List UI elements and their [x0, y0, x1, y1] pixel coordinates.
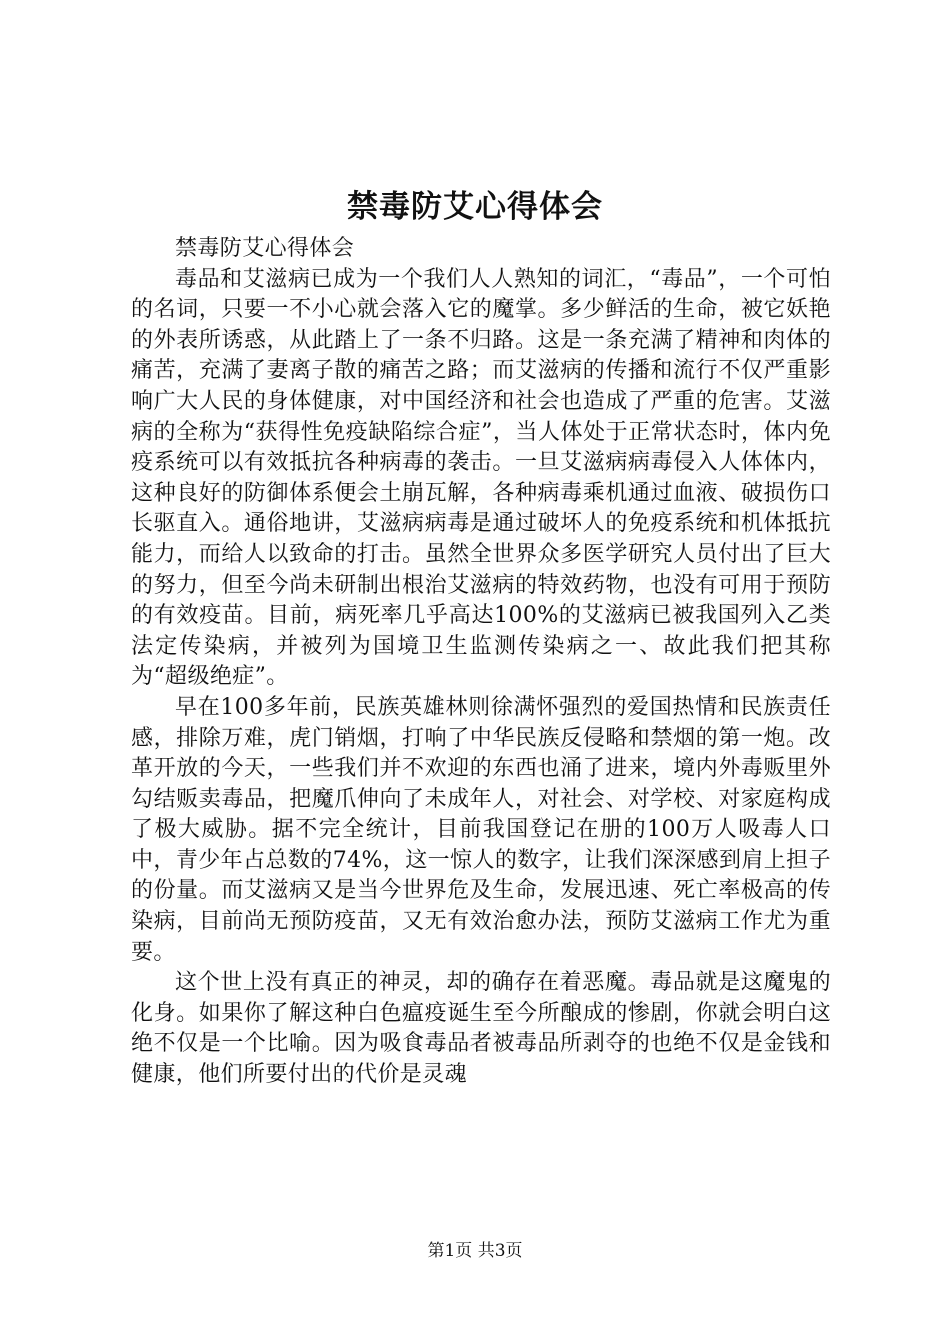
paragraph-subtitle: 禁毒防艾心得体会	[175, 236, 355, 261]
document-title: 禁毒防艾心得体会	[347, 189, 603, 225]
document-body	[131, 234, 831, 1091]
paragraph-1: 毒品和艾滋病已成为一个我们人人熟知的词汇，“毒品”，一个可怕的名词，只要一不小心就会落入它的魔掌。多少鲜活的生命，被它妖艳的外表所诱惑，从此踏上了一条不归路。这是一条充满了精神和肉体的痛苦，充满了妻离子散的痛苦之路；而艾滋病的传播和流行不仅严重影响广大人民的身体健康，对中国经济和社会也造成了严重的危害。艾滋病的全称为“获得性免疫缺陷综合症”，当人体处于正常状态时，体内免疫系统可以有效抵抗各种病毒的袭击。一旦艾滋病病毒侵入人体体内，这种良好的防御体系便会土崩瓦解，各种病毒乘机通过血液、破损伤口长驱直入。通俗地讲，艾滋病病毒是通过破坏人的免疫系统和机体抵抗能力，而给人以致命的打击。虽然全世界众多医学研究人员付出了巨大的努力，但至今尚未研制出根治艾滋病的特效药物，也没有可用于预防的有效疫苗。目前，病死率几乎高达100%的艾滋病已被我国列入乙类法定传染病，并被列为国境卫生监测传染病之一、故此我们把其称为“超级绝症”。	[131, 266, 831, 690]
paragraph-3: 这个世上没有真正的神灵，却的确存在着恶魔。毒品就是这魔鬼的化身。如果你了解这种白色瘟疫诞生至今所酿成的惨剧，你就会明白这绝不仅是一个比喻。因为吸食毒品者被毒品所剥夺的也绝不仅是金钱和健康，他们所要付出的代价是灵魂	[131, 970, 831, 1088]
paragraph-2: 早在100多年前，民族英雄林则徐满怀强烈的爱国热情和民族责任感，排除万难，虎门销烟，打响了中华民族反侵略和禁烟的第一炮。改革开放的今天，一些我们并不欢迎的东西也涌了进来，境内外毒贩里外勾结贩卖毒品，把魔爪伸向了未成年人，对社会、对学校、对家庭构成了极大威胁。据不完全统计，目前我国登记在册的100万人吸毒人口中，青少年占总数的74%，这一惊人的数字，让我们深深感到肩上担子的份量。而艾滋病又是当今世界危及生命，发展迅速、死亡率极高的传染病，目前尚无预防疫苗，又无有效治愈办法，预防艾滋病工作尤为重要。	[131, 694, 831, 965]
page-footer: 第1页 共3页	[427, 1241, 523, 1261]
